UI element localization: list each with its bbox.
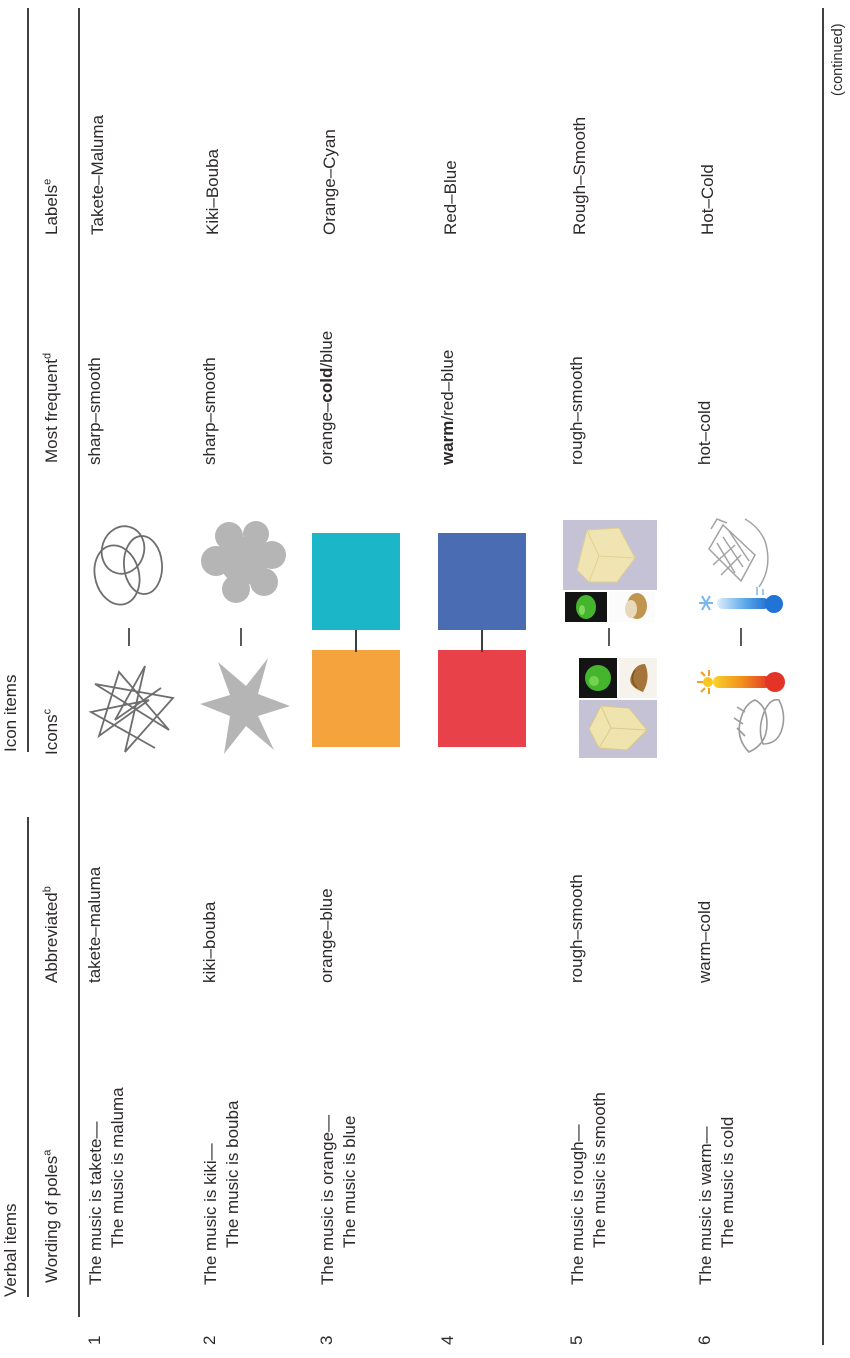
row-number: 1 xyxy=(85,1335,104,1345)
labels-header-footnote: e xyxy=(41,178,54,185)
abbreviated-value: takete–maluma xyxy=(85,866,104,983)
most-frequent-value xyxy=(85,357,105,465)
wording-header-footnote: a xyxy=(41,1149,54,1156)
icon-separator-line xyxy=(481,628,483,652)
warm-icon xyxy=(697,658,789,758)
label-value: Red–Blue xyxy=(441,160,460,235)
column-header-labels xyxy=(42,179,62,235)
column-header-icons xyxy=(42,709,62,755)
label-value: Orange–Cyan xyxy=(320,129,339,235)
maluma-icon xyxy=(85,513,177,613)
labels-header-label: Labels xyxy=(42,184,61,235)
row-number: 5 xyxy=(567,1335,586,1345)
group-header-icon-items: Icon items xyxy=(1,674,20,752)
kiki-icon xyxy=(198,656,290,756)
mf-text: sharp–smooth xyxy=(200,357,219,465)
wording-pole-1: The music is kiki— xyxy=(201,1143,220,1285)
most-frequent-header-footnote: d xyxy=(41,352,54,360)
cyan-square-icon xyxy=(312,533,400,630)
mf-text: /red–blue xyxy=(438,349,457,421)
most-frequent-value xyxy=(200,357,220,465)
abbreviated-header-label: Abbreviated xyxy=(42,892,61,983)
abbreviated-header-footnote: b xyxy=(41,886,54,893)
wording-pole-2: The music is cold xyxy=(718,1116,737,1248)
wording-pole-1: The music is warm— xyxy=(696,1126,715,1285)
smooth-photos-icon xyxy=(563,512,657,622)
wording-pole-2: The music is bouba xyxy=(223,1100,242,1248)
wording-pole-1: The music is orange— xyxy=(318,1114,337,1285)
icon-separator-dash xyxy=(740,628,742,646)
most-frequent-value xyxy=(567,356,587,465)
header-rule xyxy=(78,8,80,1317)
icon-separator-dash xyxy=(240,628,242,646)
icon-items-underline xyxy=(27,8,29,752)
wording-pole-1: The music is takete— xyxy=(86,1121,105,1285)
orange-square-icon xyxy=(312,650,400,747)
row-number: 3 xyxy=(317,1335,336,1345)
red-square-icon xyxy=(438,650,526,747)
icons-header-label: Icons xyxy=(42,714,61,755)
cold-icon xyxy=(697,513,789,625)
mf-text: hot–cold xyxy=(695,400,714,465)
blue-square-icon xyxy=(438,533,526,630)
row-number: 2 xyxy=(200,1335,219,1345)
icons-header-footnote: c xyxy=(41,708,54,715)
label-value: Rough–Smooth xyxy=(570,116,589,235)
most-frequent-value xyxy=(695,401,715,465)
column-header-wording xyxy=(42,1150,62,1283)
icon-separator-dash xyxy=(128,628,130,646)
most-frequent-value xyxy=(438,350,458,465)
continued-note: (continued) xyxy=(830,23,846,96)
row-number: 6 xyxy=(695,1335,714,1345)
mf-text: sharp–smooth xyxy=(85,357,104,465)
takete-icon xyxy=(85,658,177,758)
icon-separator-line xyxy=(355,628,357,652)
wording-pole-2: The music is smooth xyxy=(590,1092,609,1248)
bottom-rule xyxy=(822,8,824,1345)
label-value: Takete–Maluma xyxy=(88,114,107,235)
abbreviated-value: warm–cold xyxy=(695,900,714,983)
wording-pole-1: The music is rough— xyxy=(568,1124,587,1285)
label-value: Kiki–Bouba xyxy=(203,148,222,235)
mf-bold-text: cold xyxy=(317,367,336,403)
verbal-items-underline xyxy=(27,817,29,1297)
wording-header-label: Wording of poles xyxy=(42,1155,61,1283)
most-frequent-header-label: Most frequent xyxy=(42,359,61,463)
wording-pole-2: The music is blue xyxy=(340,1115,359,1248)
mf-text: orange– xyxy=(317,402,336,465)
column-header-abbreviated xyxy=(42,886,62,983)
label-value: Hot–Cold xyxy=(698,164,717,235)
bouba-icon xyxy=(196,511,288,611)
group-header-verbal-items: Verbal items xyxy=(1,1203,20,1297)
mf-text: rough–smooth xyxy=(567,356,586,465)
abbreviated-value: kiki–bouba xyxy=(200,901,219,983)
rough-photos-icon xyxy=(563,658,657,758)
wording-pole-2: The music is maluma xyxy=(108,1087,127,1248)
mf-bold-text: warm xyxy=(438,420,457,465)
abbreviated-value: orange–blue xyxy=(317,888,336,983)
column-header-most-frequent xyxy=(42,353,62,463)
row-number: 4 xyxy=(438,1335,457,1345)
most-frequent-value xyxy=(317,331,337,465)
mf-text: /blue xyxy=(317,330,336,368)
abbreviated-value: rough–smooth xyxy=(567,874,586,983)
icon-separator-dash xyxy=(608,628,610,646)
